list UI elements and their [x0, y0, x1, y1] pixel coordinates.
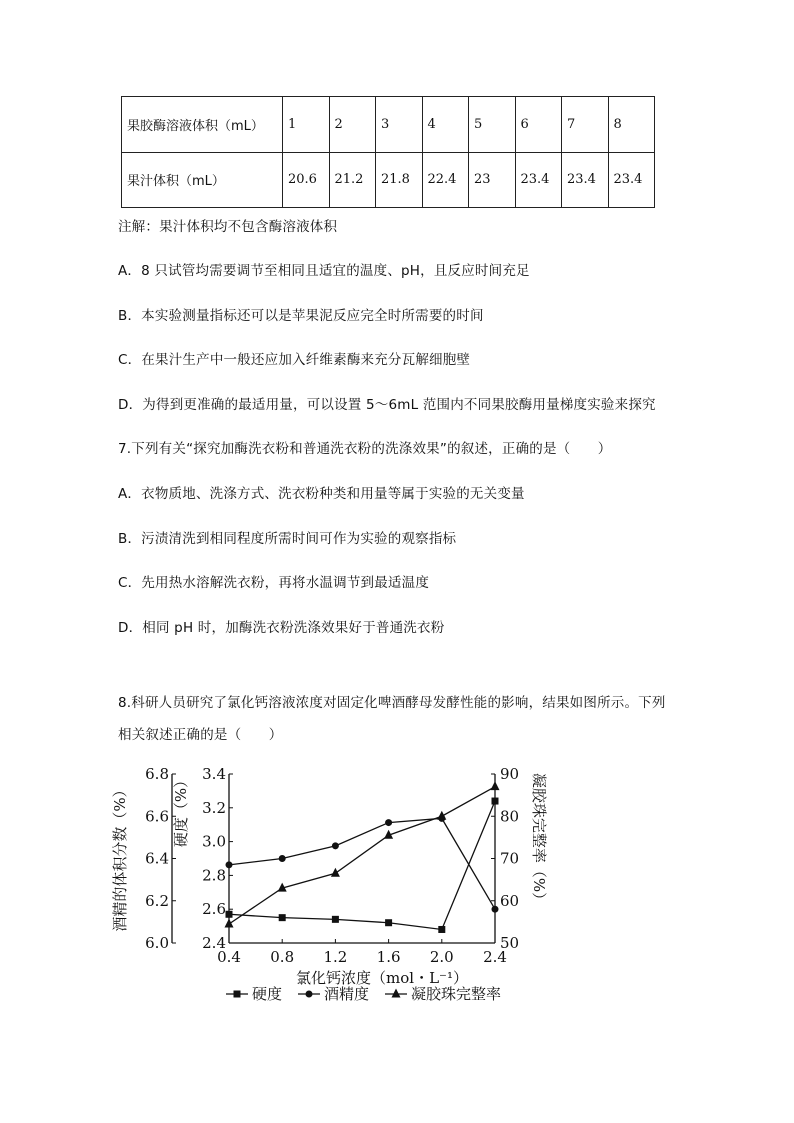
q6-option-b: B．本实验测量指标还可以是苹果泥反应完全时所需要的时间: [118, 308, 484, 324]
alcohol-axis-tick-label: 6.4: [145, 849, 169, 868]
x-tick-label: 2.4: [483, 948, 507, 966]
table-cell: 21.2: [329, 152, 376, 208]
q7-option-c: C．先用热水溶解洗衣粉，再将水温调节到最适温度: [118, 575, 430, 591]
q8-stem-line1: 8.科研人员研究了氯化钙溶液浓度对固定化啤酒酵母发酵性能的影响，结果如图所示。下列: [118, 695, 666, 711]
alcohol-series-point: [385, 819, 392, 826]
x-tick-label: 1.2: [323, 948, 348, 966]
q8-stem-line2: 相关叙述正确的是（ ）: [118, 727, 283, 743]
legend-hardness-label: 硬度: [252, 985, 283, 1003]
integrity-axis-title: 凝胶珠完整率（%）: [530, 772, 548, 908]
integrity-series-point: [437, 811, 446, 820]
table-row: [122, 152, 655, 208]
integrity-axis-tick-label: 70: [500, 849, 520, 868]
table-cell: 23: [469, 152, 516, 208]
table-cell: 6: [515, 97, 562, 153]
q6-option-d: D．为得到更准确的最适用量，可以设置 5～6mL 范围内不同果胶酶用量梯度实验来探究: [118, 397, 656, 413]
x-tick-label: 2.0: [429, 948, 454, 966]
table-cell: 3: [376, 97, 423, 153]
hardness-axis-tick-label: 3.4: [202, 765, 226, 783]
table-cell: 2: [329, 97, 376, 153]
table-cell: 4: [422, 97, 469, 153]
hardness-series-point: [226, 911, 233, 918]
table-cell: 23.4: [608, 152, 655, 208]
hardness-axis-tick-label: 2.4: [202, 934, 226, 952]
legend-hardness-marker: [234, 991, 241, 998]
table-note: 注解：果汁体积均不包含酶溶液体积: [118, 219, 338, 235]
q7-option-a: A．衣物质地、洗涤方式、洗衣粉种类和用量等属于实验的无关变量: [118, 486, 525, 502]
table-cell: 22.4: [422, 152, 469, 208]
legend-integrity-label: 凝胶珠完整率: [411, 985, 502, 1003]
hardness-axis-tick-label: 3.0: [202, 832, 226, 851]
alcohol-series-point: [226, 861, 233, 868]
hardness-series-point: [279, 914, 286, 921]
table-cell: 8: [608, 97, 655, 153]
hardness-axis-title: 硬度（%）: [172, 772, 190, 848]
hardness-series-point: [492, 798, 499, 805]
alcohol-series-point: [492, 906, 499, 913]
hardness-axis-tick-label: 2.8: [202, 866, 226, 885]
table-header-enzyme-volume: 果胶酶溶液体积（mL）: [122, 97, 283, 153]
integrity-series-point: [331, 868, 340, 877]
alcohol-axis-title: 酒精的体积分数（%）: [111, 782, 129, 932]
table-cell: 7: [562, 97, 609, 153]
integrity-axis-tick-label: 80: [500, 807, 520, 826]
legend-integrity-marker: [392, 989, 401, 998]
q6-option-c: C．在果汁生产中一般还应加入纤维素酶来充分瓦解细胞壁: [118, 352, 471, 368]
hardness-series-point: [438, 926, 445, 933]
integrity-series-point: [491, 781, 500, 790]
alcohol-series-point: [279, 855, 286, 862]
integrity-series-line: [229, 787, 495, 924]
alcohol-series-point: [332, 842, 339, 849]
table-header-juice-volume: 果汁体积（mL）: [122, 152, 283, 208]
hardness-series-line: [229, 801, 495, 929]
pectin-volume-table: [121, 96, 655, 208]
x-tick-label: 1.6: [376, 948, 401, 966]
table-cell: 21.8: [376, 152, 423, 208]
legend-alcohol-label: 酒精度: [324, 985, 370, 1003]
alcohol-axis-tick-label: 6.2: [145, 891, 169, 910]
table-cell: 5: [469, 97, 516, 153]
q6-option-a: A．8 只试管均需要调节至相同且适宜的温度、pH，且反应时间充足: [118, 263, 530, 279]
table-cell: 1: [283, 97, 330, 153]
table-cell: 20.6: [283, 152, 330, 208]
q7-stem: 7.下列有关“探究加酶洗衣粉和普通洗衣粉的洗涤效果”的叙述，正确的是（ ）: [118, 441, 612, 457]
hardness-axis-tick-label: 3.2: [202, 798, 226, 817]
integrity-axis-tick-label: 90: [500, 765, 520, 783]
hardness-series-point: [332, 916, 339, 923]
x-tick-label: 0.4: [217, 948, 241, 966]
integrity-axis-tick-label: 50: [500, 934, 520, 952]
integrity-series-point: [225, 918, 234, 927]
table-cell: 23.4: [515, 152, 562, 208]
table-cell: 23.4: [562, 152, 609, 208]
hardness-axis-tick-label: 2.6: [202, 900, 226, 919]
x-axis-title: 氯化钙浓度（mol・L⁻¹）: [296, 969, 468, 987]
calcium-chloride-chart: [110, 752, 550, 1014]
alcohol-axis-tick-label: 6.6: [145, 807, 169, 826]
integrity-axis-tick-label: 60: [500, 891, 520, 910]
hardness-series-point: [385, 919, 392, 926]
q7-option-d: D．相同 pH 时，加酶洗衣粉洗涤效果好于普通洗衣粉: [118, 620, 445, 636]
alcohol-series-line: [229, 818, 495, 909]
q7-option-b: B．污渍清洗到相同程度所需时间可作为实验的观察指标: [118, 531, 457, 547]
x-tick-label: 0.8: [270, 948, 295, 966]
alcohol-axis-tick-label: 6.0: [145, 934, 169, 952]
table-row: [122, 97, 655, 153]
legend-alcohol-marker: [306, 991, 313, 998]
alcohol-axis-tick-label: 6.8: [145, 765, 169, 783]
